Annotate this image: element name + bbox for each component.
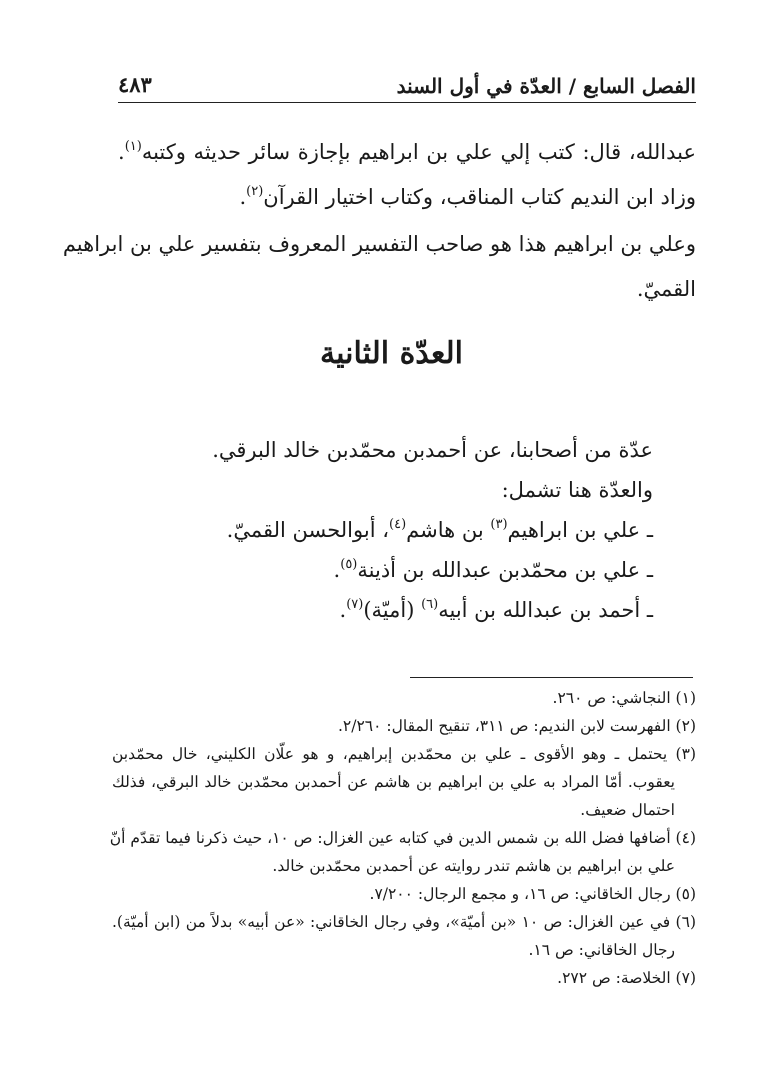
- footnote-3-line-1: (٣) يحتمل ـ وهو الأقوى ـ علي بن محمّدبن إبراهيم، و هو علّان الكليني، خال محمّدبن: [112, 745, 696, 763]
- footnote-4-line-2: علي بن ابراهيم بن هاشم تندر روايته عن أحمدبن محمّدبن خالد.: [272, 857, 675, 875]
- body-line-1: عبدالله، قال: كتب إلي علي بن ابراهيم بإجازة سائر حديثه وكتبه$^{(١)}$.: [118, 139, 696, 164]
- footnote-ref-1: (١): [124, 139, 142, 154]
- body-line-3: وعلي بن ابراهيم هذا هو صاحب التفسير المعروف بتفسير علي بن ابراهيم: [62, 232, 696, 256]
- footnote-5: (٥) رجال الخاقاني: ص ١٦، و مجمع الرجال: ٧/٢٠٠.: [369, 885, 696, 903]
- footnote-7: (٧) الخلاصة: ص ٢٧٢.: [557, 969, 696, 987]
- footnote-ref-5: (٥): [340, 557, 358, 572]
- section-heading: العدّة الثانية: [319, 336, 463, 371]
- body-line-4: القميّ.: [636, 277, 696, 301]
- page-number: ٤٨٣: [118, 72, 152, 97]
- footnote-4-line-1: (٤) أضافها فضل الله بن شمس الدين في كتابه عين الغزال: ص ١٠، حيث ذكرنا فيما تقدّم أنّ: [109, 829, 696, 847]
- footnote-ref-7: (٧): [346, 597, 364, 612]
- body-line-2: وزاد ابن النديم كتاب المناقب، وكتاب اختيار القرآن$^{(٢)}$.: [239, 184, 696, 209]
- footnote-ref-6: (٦): [421, 597, 439, 612]
- chapter-title: الفصل السابع / العدّة في أول السند: [396, 74, 696, 98]
- footnote-3-line-2: يعقوب. أمّا المراد به علي بن ابراهيم بن هاشم عن أحمدبن محمّدبن خالد البرقي، فذلك: [112, 773, 675, 791]
- chain-item-2: ـ علي بن محمّدبن عبدالله بن أذينة$^{(٥)}$.: [333, 557, 653, 582]
- chain-item-1: ـ علي بن ابراهيم$^{(٣)}$ بن هاشم$^{(٤)}$، أبوالحسن القميّ.: [226, 517, 653, 542]
- chain-item-3: ـ أحمد بن عبدالله بن أبيه$^{(٦)}$ (أميّة)$^{(٧)}$.: [339, 597, 653, 622]
- footnote-6-line-1: (٦) في عين الغزال: ص ١٠ «بن أميّة»، وفي رجال الخاقاني: «عن أبيه» بدلاً من (ابن أميّة).: [112, 913, 696, 931]
- footnote-ref-4: (٤): [389, 517, 407, 532]
- chain-intro: عدّة من أصحابنا، عن أحمدبن محمّدبن خالد البرقي.: [212, 438, 653, 462]
- footnote-ref-2: (٢): [246, 184, 264, 199]
- footnote-2: (٢) الفهرست لابن النديم: ص ٣١١، تنقيح المقال: ٢/٢٦٠.: [337, 717, 696, 735]
- footnote-ref-3: (٣): [490, 517, 508, 532]
- footnote-3-line-3: احتمال ضعيف.: [580, 801, 675, 819]
- chain-includes: والعدّة هنا تشمل:: [501, 478, 653, 502]
- running-header: [118, 68, 696, 103]
- footnote-separator: [410, 677, 693, 678]
- footnote-1: (١) النجاشي: ص ٢٦٠.: [552, 689, 696, 707]
- footnote-6-line-2: رجال الخاقاني: ص ١٦.: [528, 941, 675, 959]
